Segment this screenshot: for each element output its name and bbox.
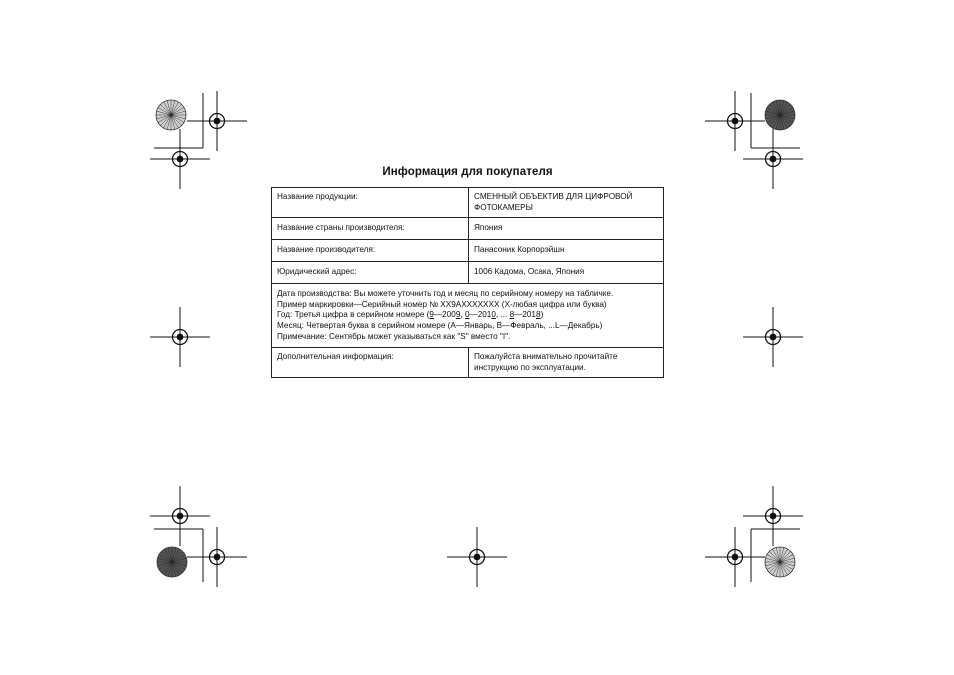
buyer-info-table xyxy=(271,187,664,378)
date-info-line-1: Дата производства: Вы можете уточнить год и месяц по серийному номеру на табличке. xyxy=(277,289,614,299)
country-value: Япония xyxy=(469,218,664,240)
year-prefix: Год: Третья цифра в серийном номере ( xyxy=(277,310,430,320)
color-patch-icon xyxy=(156,100,186,130)
product-value: СМЕННЫЙ ОБЪЕКТИВ ДЛЯ ЦИФРОВОЙ ФОТОКАМЕРЫ xyxy=(469,188,664,218)
year-digit: 9 xyxy=(429,310,434,320)
year-digit: 0 xyxy=(464,310,470,320)
extra-info-value xyxy=(469,348,664,378)
registration-mark-icon xyxy=(187,527,247,587)
year-text: —200 xyxy=(433,310,456,320)
product-label: Название продукции: xyxy=(272,188,469,218)
country-label: Название страны производителя: xyxy=(272,218,469,240)
table-row-product xyxy=(272,188,664,218)
color-patch-icon xyxy=(765,547,795,577)
registration-mark-icon xyxy=(187,91,247,151)
registration-mark-icon xyxy=(150,486,210,546)
registration-mark-icon xyxy=(150,129,210,189)
address-value: 1006 Кадома, Осака, Япония xyxy=(469,262,664,284)
date-info-line-3 xyxy=(277,310,658,321)
address-label: Юридический адрес: xyxy=(272,262,469,284)
table-row-production-date xyxy=(272,284,664,348)
extra-info-line-1: Пожалуйста внимательно прочитайте xyxy=(474,352,618,362)
year-digit: 8 xyxy=(509,310,515,320)
date-info-line-5: Примечание: Сентябрь может указываться как "S" вместо "I". xyxy=(277,331,511,341)
year-digit: 0 xyxy=(491,310,496,320)
year-text: , ... xyxy=(495,310,510,320)
year-text: , xyxy=(460,310,465,320)
maker-label: Название производителя: xyxy=(272,240,469,262)
extra-info-label: Дополнительная информация: xyxy=(272,348,469,378)
registration-mark-icon xyxy=(705,91,765,151)
extra-info-line-2: инструкцию по эксплуатации. xyxy=(474,362,586,372)
year-text: —201 xyxy=(469,310,492,320)
registration-mark-icon xyxy=(705,527,765,587)
table-row-address xyxy=(272,262,664,284)
registration-mark-icon xyxy=(743,486,803,546)
date-info-line-4: Месяц: Четвертая буква в серийном номере (A—Январь, B—Февраль, ...L—Декабрь) xyxy=(277,320,603,330)
registration-mark-icon xyxy=(743,129,803,189)
year-suffix: ) xyxy=(540,310,544,320)
table-row-country xyxy=(272,218,664,240)
date-info-line-2: Пример маркировки—Серийный номер № XX9AXXXXXXX (X-любая цифра или буква) xyxy=(277,299,607,309)
color-patch-icon xyxy=(157,547,187,577)
table-row-extra-info xyxy=(272,348,664,378)
page-title: Информация для покупателя xyxy=(382,166,553,178)
maker-value: Панасоник Корпорэйшн xyxy=(469,240,664,262)
registration-mark-icon xyxy=(743,307,803,367)
registration-mark-icon xyxy=(150,307,210,367)
year-text: —201 xyxy=(514,310,536,320)
production-date-info xyxy=(272,284,664,348)
year-digit: 9 xyxy=(455,310,461,320)
color-patch-icon xyxy=(765,100,795,130)
registration-mark-icon xyxy=(447,527,507,587)
year-digit: 8 xyxy=(536,310,541,320)
table-row-maker xyxy=(272,240,664,262)
